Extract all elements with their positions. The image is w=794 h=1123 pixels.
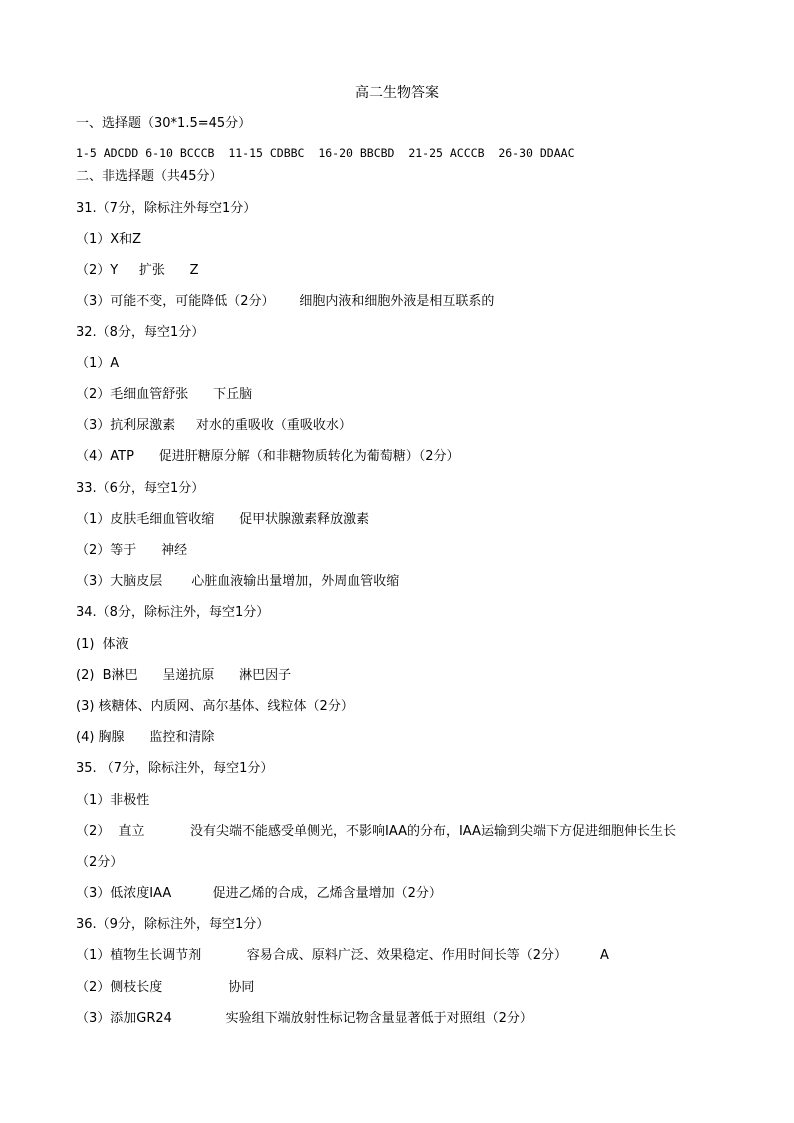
- answer-32-4: （4）ATP 促进肝糖原分解（和非糖物质转化为葡萄糖）（2分）: [76, 449, 460, 464]
- question-35-heading: 35. （7分，除标注外，每空1分）: [76, 761, 274, 776]
- question-32-heading: 32.（8分，每空1分）: [76, 325, 205, 340]
- page-title: 高二生物答案: [355, 85, 439, 101]
- answer-35-3: （3）低浓度IAA 促进乙烯的合成，乙烯含量增加（2分）: [76, 886, 442, 901]
- question-31-heading: 31.（7分，除标注外每空1分）: [76, 201, 257, 216]
- answer-33-2: （2）等于 神经: [76, 543, 188, 558]
- answer-33-3: （3）大脑皮层 心脏血液输出量增加，外周血管收缩: [76, 574, 400, 589]
- answer-35-2: （2） 直立 没有尖端不能感受单侧光，不影响IAA的分布，IAA运输到尖端下方促进细胞伸长生长: [76, 824, 676, 839]
- question-33-heading: 33.（6分，每空1分）: [76, 481, 205, 496]
- answer-31-3: （3）可能不变，可能降低（2分） 细胞内液和细胞外液是相互联系的: [76, 294, 495, 309]
- answer-35-2-score: （2分）: [76, 855, 124, 870]
- answer-36-3: （3）添加GR24 实验组下端放射性标记物含量显著低于对照组（2分）: [76, 1011, 533, 1026]
- answer-36-2: （2）侧枝长度 协同: [76, 980, 255, 995]
- answer-36-1: （1）植物生长调节剂 容易合成、原料广泛、效果稳定、作用时间长等（2分） A: [76, 948, 609, 963]
- answer-34-1: (1) 体液: [76, 637, 129, 652]
- question-36-heading: 36.（9分，除标注外，每空1分）: [76, 917, 270, 932]
- section-heading-nonchoice: 二、非选择题（共45分）: [76, 169, 223, 184]
- answer-33-1: （1）皮肤毛细血管收缩 促甲状腺激素释放激素: [76, 512, 370, 527]
- choice-answers: 1-5 ADCDD 6-10 BCCCB 11-15 CDBBC 16-20 BBCBD 21-25 ACCCB 26-30 DDAAC: [76, 146, 575, 160]
- answer-32-1: （1）A: [76, 356, 120, 371]
- section-heading-choice: 一、选择题（30*1.5=45分）: [76, 116, 252, 131]
- answer-32-2: （2）毛细血管舒张 下丘脑: [76, 387, 253, 402]
- answer-31-1: （1）X和Z: [76, 232, 142, 247]
- answer-35-1: （1）非极性: [76, 793, 150, 808]
- answer-32-3: （3）抗利尿激素 对水的重吸收（重吸收水）: [76, 418, 352, 433]
- answer-31-2: （2）Y 扩张 Z: [76, 263, 199, 278]
- question-34-heading: 34.（8分，除标注外，每空1分）: [76, 605, 270, 620]
- answer-34-3: (3) 核糖体、内质网、高尔基体、线粒体（2分）: [76, 699, 354, 714]
- answer-34-2: (2) B淋巴 呈递抗原 淋巴因子: [76, 668, 292, 683]
- answer-34-4: (4) 胸腺 监控和清除: [76, 730, 215, 745]
